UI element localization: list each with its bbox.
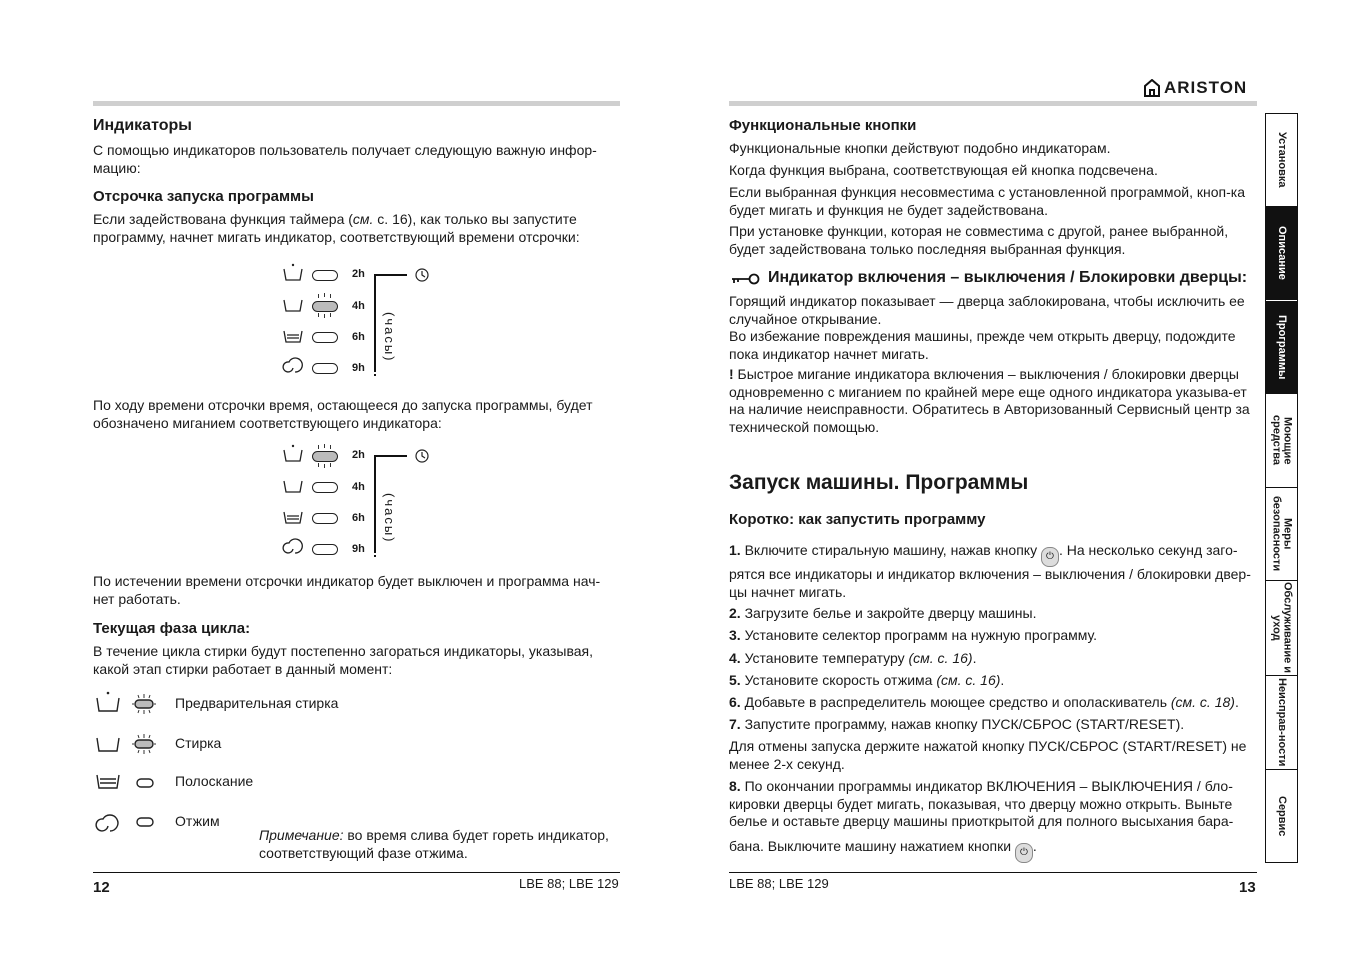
start-title: Запуск машины. Программы <box>729 471 1029 494</box>
bottom-rule-right <box>729 872 1257 873</box>
power-button-icon: ⏻ <box>1015 843 1033 863</box>
delay-diagram-2 <box>282 443 462 567</box>
lock-p1: Горящий индикатор показывает — дверца заблокирована, чтобы исключить ее случайное открывание. <box>729 293 1245 327</box>
tab-safety[interactable]: Меры безопасности <box>1266 488 1297 581</box>
phase-label: Отжим <box>175 813 220 829</box>
timer-diagram-lines <box>282 443 462 567</box>
brand-logo: ARISTON <box>1143 78 1247 98</box>
hour-label: 4h <box>352 481 365 493</box>
tab-programs[interactable]: Программы <box>1266 300 1297 394</box>
countdown-text: По ходу времени отсрочки время, остающееся до запуска программы, будет обозначено миганием соответствующего индикатора: <box>93 397 593 431</box>
wash-icon <box>284 481 302 492</box>
tab-installation[interactable]: Установка <box>1266 114 1297 207</box>
step-1-cont: рятся все индикаторы и индикатор включения – выключения / блокировки двер-цы начнет мигать. <box>729 566 1251 600</box>
hours-label: (часы) <box>382 312 397 363</box>
rinse-indicator <box>137 779 153 787</box>
delay-text: Если задействована функция таймера (см. с. 16), как только вы запустите программу, начнет мигать индикатор, соответствующий времени отсрочки: <box>93 211 580 245</box>
spin-icon <box>283 539 302 553</box>
rinse-icon <box>284 512 302 523</box>
spin-icon <box>96 815 118 831</box>
step-8-cont: бана. Выключите машину нажатием кнопки ⏻ . <box>729 838 1257 863</box>
hour-label: 9h <box>352 362 365 374</box>
tab-maintenance[interactable]: Обслуживание и уход <box>1266 581 1297 676</box>
hour-label: 2h <box>352 268 365 280</box>
indicator-4h-lit <box>312 301 338 312</box>
spin-indicator <box>137 818 153 826</box>
func-p1: Функциональные кнопки действуют подобно индикаторам. <box>729 140 1111 156</box>
delay-diagram-1 <box>282 262 462 386</box>
indicator-6h <box>312 513 338 524</box>
key-icon <box>731 272 761 286</box>
phase-icons <box>95 690 165 840</box>
wash-icon <box>284 300 302 311</box>
indicator-9h <box>312 363 338 374</box>
indicator-6h <box>312 332 338 343</box>
wash-indicator <box>135 740 153 748</box>
step-1: 1. Включите стиральную машину, нажав кнопку ⏻ . На несколько секунд заго- <box>729 542 1257 567</box>
indicator-2h <box>312 270 338 281</box>
quick-title: Коротко: как запустить программу <box>729 511 986 528</box>
tab-description[interactable]: Описание <box>1266 207 1297 300</box>
step-6: 6. Добавьте в распределитель моющее средство и ополаскиватель (см. с. 18). <box>729 694 1239 710</box>
hour-label: 9h <box>352 543 365 555</box>
step-7: 7. Запустите программу, нажав кнопку ПУСК/СБРОС (START/RESET). <box>729 716 1185 732</box>
indicator-4h <box>312 482 338 493</box>
prewash-icon <box>284 450 302 461</box>
indicators-text: С помощью индикаторов пользователь получает следующую важную инфор-мацию: <box>93 142 597 176</box>
rinse-icon <box>97 775 119 788</box>
indicator-9h <box>312 544 338 555</box>
cancel-text: Для отмены запуска держите нажатой кнопку ПУСК/СБРОС (START/RESET) не менее 2-х секунд. <box>729 738 1247 772</box>
tab-service[interactable]: Сервис <box>1276 795 1288 837</box>
hour-label: 4h <box>352 300 365 312</box>
model-right: LBE 88; LBE 129 <box>729 876 829 891</box>
rinse-icon <box>284 331 302 342</box>
prewash-icon <box>284 269 302 280</box>
hour-label: 2h <box>352 449 365 461</box>
phase-title: Текущая фаза цикла: <box>93 620 251 637</box>
step-5: 5. Установите скорость отжима (см. с. 16). <box>729 672 1005 688</box>
func-p2: Когда функция выбрана, соответствующая ей кнопка подсвечена. <box>729 162 1158 178</box>
power-button-icon: ⏻ <box>1041 547 1059 567</box>
delay-title: Отсрочка запуска программы <box>93 188 314 205</box>
phase-label: Полоскание <box>175 773 254 789</box>
top-rule-right <box>729 101 1257 106</box>
func-title: Функциональные кнопки <box>729 117 917 134</box>
hour-label: 6h <box>352 512 365 524</box>
bottom-rule-left <box>93 872 620 873</box>
func-p3: Если выбранная функция несовместима с установленной программой, кноп-ка будет мигать и функция не будет задействована. <box>729 184 1245 218</box>
tab-detergents[interactable]: Моющие средства <box>1266 394 1297 488</box>
phase-label: Предварительная стирка <box>175 695 339 711</box>
indicators-title: Индикаторы <box>93 117 192 134</box>
func-p4: При установке функции, которая не совместима с другой, ранее выбранной, будет задействована только последняя выбранная функция. <box>729 223 1229 257</box>
step-2: 2. Загрузите белье и закройте дверцу машины. <box>729 605 1037 621</box>
step-8: 8. По окончании программы индикатор ВКЛЮЧЕНИЯ – ВЫКЛЮЧЕНИЯ / бло-кировки дверцы будет мигать, показывая, что дверцу можно открыть. Выньте белье и оставьте дверцу машины приоткрытой для полного высыхания бара- <box>729 778 1234 829</box>
lock-p2: Во избежание повреждения машины, прежде чем открыть дверцу, подождите пока индикатор начнет мигать. <box>729 328 1236 362</box>
step-4: 4. Установите температуру (см. с. 16). <box>729 650 977 666</box>
lock-p3: ! Быстрое мигание индикатора включения – выключения / блокировки дверцы одновременно с миганием по крайней мере еще одного индикатора указыва-ет на наличие неисправности. Обратитесь в Авторизованный Сервисный центр за технической помощью. <box>729 366 1250 435</box>
ariston-logo-icon <box>1143 79 1161 97</box>
model-left: LBE 88; LBE 129 <box>519 876 619 891</box>
timer-diagram-lines <box>282 262 462 386</box>
phase-label: Стирка <box>175 735 222 751</box>
wash-icon <box>97 738 119 751</box>
indicator-2h-lit <box>312 451 338 462</box>
lock-title: Индикатор включения – выключения / Блокировки дверцы: <box>768 269 1248 286</box>
hour-label: 6h <box>352 331 365 343</box>
top-rule-left <box>93 101 620 106</box>
prewash-icon <box>97 698 119 711</box>
page-number-right: 13 <box>1239 879 1256 896</box>
note-text: Примечание: во время слива будет гореть индикатор, соответствующий фазе отжима. <box>259 827 609 861</box>
hours-label: (часы) <box>382 493 397 544</box>
prewash-indicator <box>135 700 153 708</box>
page-number-left: 12 <box>93 879 110 896</box>
tab-troubleshooting[interactable]: Неисправ-ности <box>1266 676 1297 770</box>
end-text: По истечении времени отсрочки индикатор будет выключен и программа нач-нет работать. <box>93 573 601 607</box>
step-3: 3. Установите селектор программ на нужную программу. <box>729 627 1098 643</box>
spin-icon <box>283 358 302 372</box>
phase-text: В течение цикла стирки будут постепенно загораться индикаторы, указывая, какой этап стирки работает в данный момент: <box>93 643 593 677</box>
